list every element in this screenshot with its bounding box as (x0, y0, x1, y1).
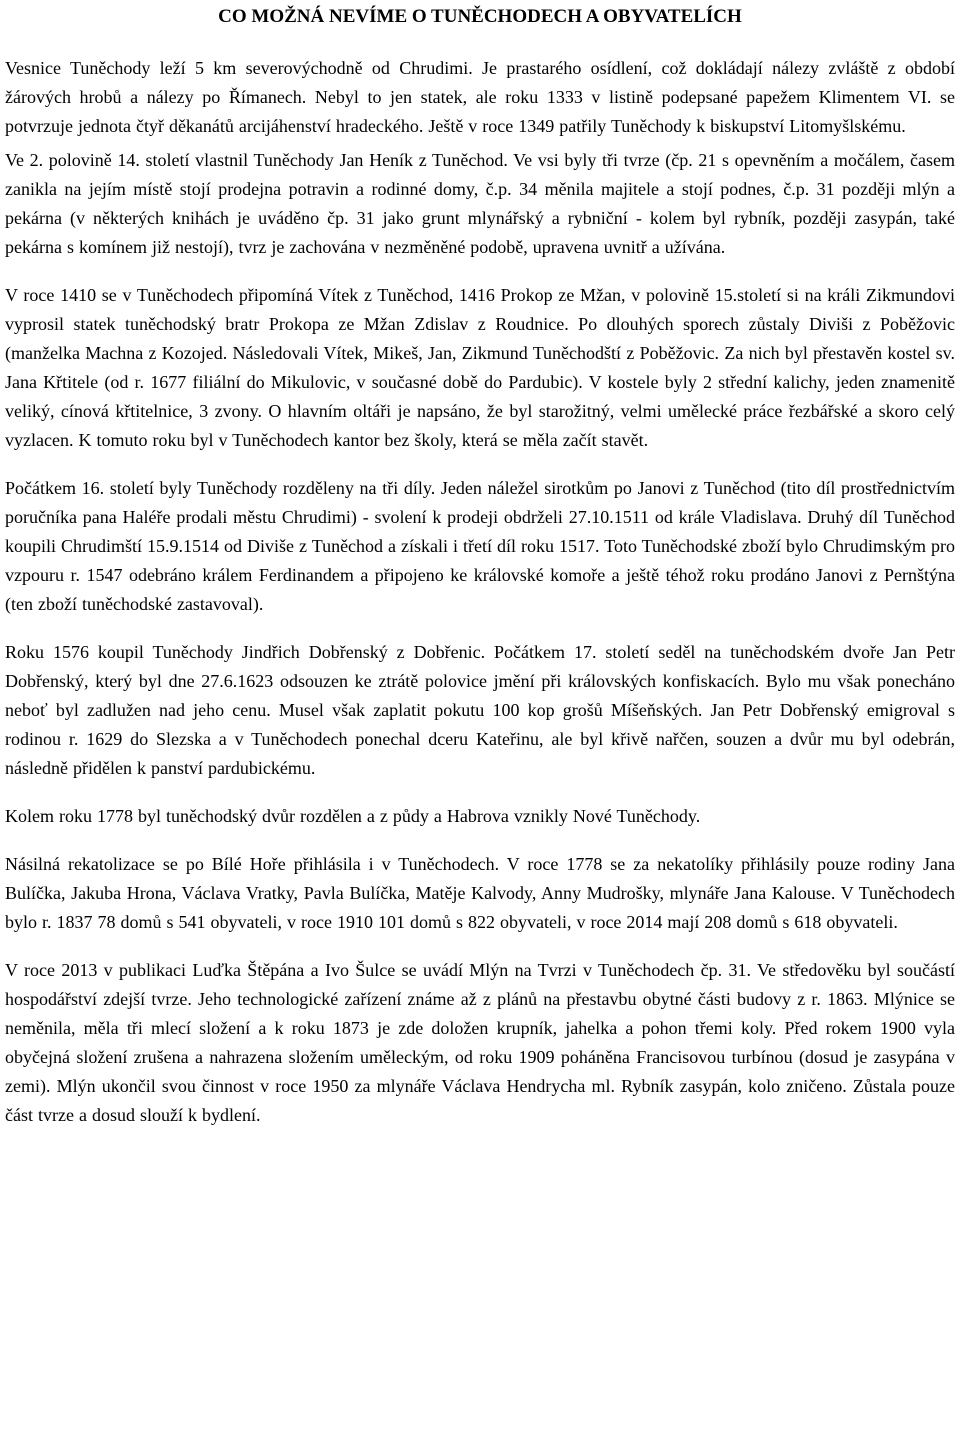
paragraph-17th-century: Roku 1576 koupil Tuněchody Jindřich Dobřenský z Dobřenic. Počátkem 17. století seděl na tuněchodském dvoře Jan Petr Dobřenský, který byl dne 27.6.1623 odsouzen ke ztrátě polovice jmění při královských konfiskacích. Bylo mu však ponecháno neboť byl zadlužen nad jeho cenu. Musel však zaplatit pokutu 100 kop grošů Míšeňských. Jan Petr Dobřenský emigroval s rodinou r. 1629 do Slezska a v Tuněchodech ponechal dceru Kateřinu, ale byl křivě nařčen, souzen a dvůr mu byl odebrán, následně přidělen k panství pardubickému. (5, 642, 955, 778)
paragraph-recatholization: Násilná rekatolizace se po Bílé Hoře přihlásila i v Tuněchodech. V roce 1778 se za nekatolíky přihlásily pouze rodiny Jana Bulíčka, Jakuba Hrona, Václava Vratky, Pavla Bulíčka, Matěje Kalvody, Anny Mudrošky, mlynáře Jana Kalouse. V Tuněchodech bylo r. 1837 78 domů s 541 obyvateli, v roce 1910 101 domů s 822 obyvateli, v roce 2014 mají 208 domů s 618 obyvateli. (5, 854, 955, 932)
document-title: CO MOŽNÁ NEVÍME O TUNĚCHODECH A OBYVATELÍCH (218, 6, 742, 27)
paragraph-15th-century: V roce 1410 se v Tuněchodech připomíná Vítek z Tuněchod, 1416 Prokop ze Mžan, v polovině 15.století si na králi Zikmundovi vyprosil statek tuněchodský bratr Prokopa ze Mžan Zdislav z Roudnice. Po dlouhých sporech zůstaly Diviši z Poběžovic (manželka Machna z Kozojed. Následovali Vítek, Mikeš, Jan, Zikmund Tuněchodští z Poběžovic. Za nich byl přestavěn kostel sv. Jana Křtitele (od r. 1677 filiální do Mikulovic, v současné době do Pardubic). V kostele byly 2 střední kalichy, jeden znamenitě veliký, cínová křtitelnice, 3 zvony. O hlavním oltáři je napsáno, že byl starožitný, velmi umělecké práce řezbářské a skoro celý vyzlacen. K tomuto roku byl v Tuněchodech kantor bez školy, která se měla začít stavět. (5, 285, 955, 450)
paragraph-1778-division: Kolem roku 1778 byl tuněchodský dvůr rozdělen a z půdy a Habrova vznikly Nové Tuněchody. (5, 806, 701, 826)
document-page (5, 0, 955, 1149)
paragraph-mill-history: V roce 2013 v publikaci Luďka Štěpána a Ivo Šulce se uvádí Mlýn na Tvrzi v Tuněchodech čp. 31. Ve středověku byl součástí hospodářství zdejší tvrze. Jeho technologické zařízení známe až z plánů na přestavbu obytné části budovy z r. 1863. Mlýnice se neměnila, měla tři mlecí složení a k roku 1873 je zde doložen krupník, jahelka a pohon třemi koly. Před rokem 1900 vyla obyčejná složení zrušena a nahrazena složením uměleckým, od roku 1909 poháněna Francisovou turbínou (dosud je zasypána v zemi). Mlýn ukončil svou činnost v roce 1950 za mlynáře Václava Hendrycha ml. Rybník zasypán, kolo zničeno. Zůstala pouze část tvrze a dosud slouží k bydlení. (5, 960, 955, 1125)
paragraph-origins: Vesnice Tuněchody leží 5 km severovýchodně od Chrudimi. Je prastarého osídlení, což dokládají nálezy zvláště z období žárových hrobů a nálezy po Římanech. Nebyl to jen statek, ale roku 1333 v listině podepsané papežem Klimentem VI. se potvrzuje jednota čtyř děkanátů arcijáhenství hradeckého. Ještě v roce 1349 patřily Tuněchody k biskupství Litomyšlskému. (5, 58, 955, 136)
paragraph-16th-century: Počátkem 16. století byly Tuněchody rozděleny na tři díly. Jeden náležel sirotkům po Janovi z Tuněchod (tito díl prostřednictvím poručníka pana Haléře prodali městu Chrudimi) - svolení k prodeji obdrželi 27.10.1511 od krále Vladislava. Druhý díl Tuněchod koupili Chrudimští 15.9.1514 od Diviše z Tuněchod a získali i třetí díl roku 1517. Toto Tuněchodské zboží bylo Chrudimským pro vzpouru r. 1547 odebráno králem Ferdinandem a připojeno ke královské komoře a ještě téhož roku prodáno Janovi z Pernštýna (ten zboží tuněchodské zastavoval). (5, 478, 955, 614)
paragraph-14th-century: Ve 2. polovině 14. století vlastnil Tuněchody Jan Heník z Tuněchod. Ve vsi byly tři tvrze (čp. 21 s opevněním a močálem, časem zanikla na jejím místě stojí prodejna potravin a rodinné domy, č.p. 34 měnila majitele a stojí podnes, č.p. 31 později mlýn a pekárna (v některých knihách je uváděno čp. 31 jako grunt mlynářský a rybniční - kolem byl rybník, později zasypán, také pekárna s komínem již nestojí), tvrz je zachována v nezměněné podobě, upravena uvnitř a užívána. (5, 150, 955, 257)
